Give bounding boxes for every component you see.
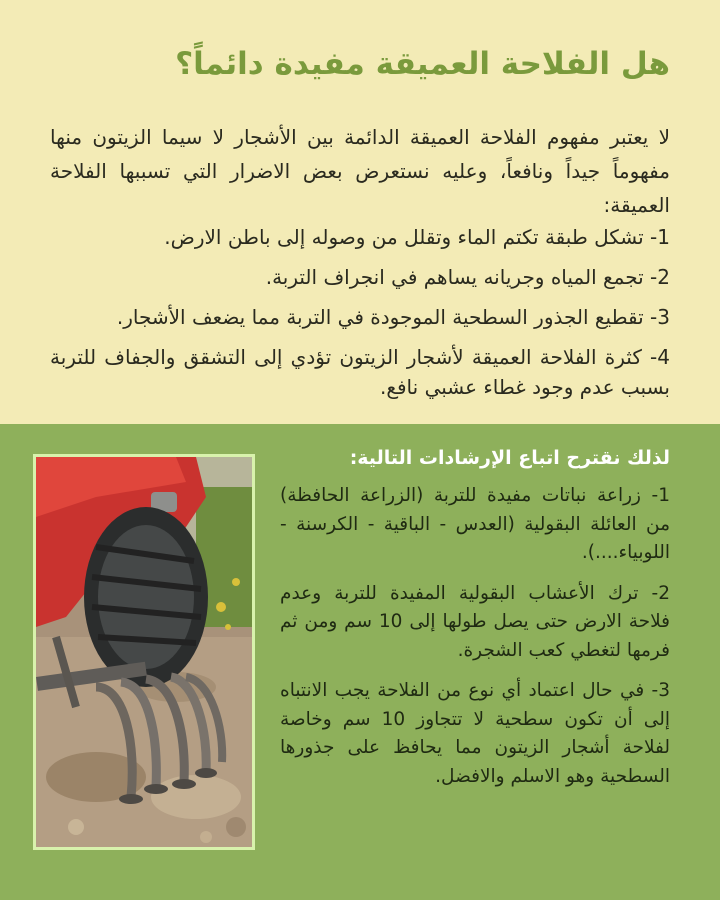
harm-item: 4- كثرة الفلاحة العميقة لأشجار الزيتون تؤدي إلى التشقق والجفاف للتربة بسبب عدم وجود غطاء عشبي نافع. xyxy=(50,345,670,399)
harms-list xyxy=(50,222,670,412)
tractor-tilling-photo xyxy=(33,454,255,850)
harm-item: 2- تجمع المياه وجريانه يساهم في انجراف التربة. xyxy=(265,265,670,289)
intro-paragraph: لا يعتبر مفهوم الفلاحة العميقة الدائمة بين الأشجار لا سيما الزيتون منها مفهوماً جيداً ونافعاً، وعليه نستعرض بعض الاضرار التي تسببها الفلاحة العميقة: xyxy=(50,125,670,217)
recommendations-heading: لذلك نقترح اتباع الإرشادات التالية: xyxy=(349,447,670,469)
recommendation-item: 1- زراعة نباتات مفيدة للتربة (الزراعة الحافظة) من العائلة البقولية (العدس - الباقية - الكرسنة - اللوبياء....). xyxy=(280,485,670,563)
recommendation-item: 3- في حال اعتماد أي نوع من الفلاحة يجب الانتباه إلى أن تكون سطحية لا تتجاوز 10 سم وخاصة لفلاحة أشجار الزيتون مما يحافظ على جذورها السطحية وهو الاسلم والافضل. xyxy=(280,680,671,787)
harm-item: 3- تقطيع الجذور السطحية الموجودة في التربة مما يضعف الأشجار. xyxy=(116,305,670,329)
recommendations-list xyxy=(280,482,670,803)
page-title: هل الفلاحة العميقة مفيدة دائماً؟ xyxy=(175,46,670,82)
tractor-illustration xyxy=(36,457,252,847)
harm-item: 1- تشكل طبقة تكتم الماء وتقلل من وصوله إلى باطن الارض. xyxy=(164,225,670,249)
recommendation-item: 2- ترك الأعشاب البقولية المفيدة للتربة وعدم فلاحة الارض حتى يصل طولها إلى 10 سم ومن ثم فرمها لتغطي كعب الشجرة. xyxy=(280,582,670,661)
